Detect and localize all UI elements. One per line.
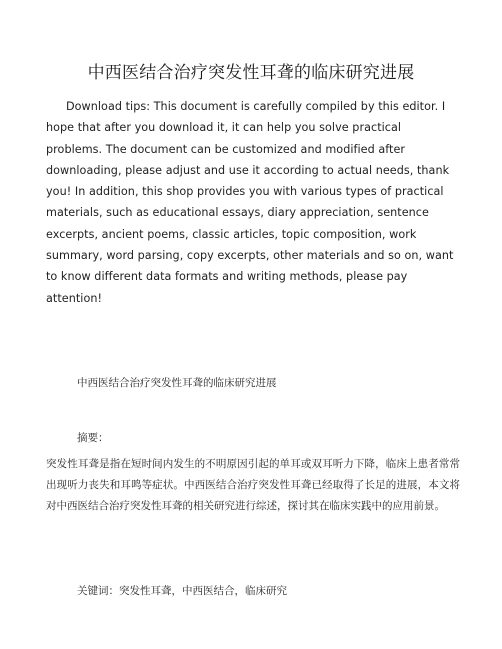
download-tips-paragraph: Download tips: This document is carefully compiled by this editor. I hope that after you download it, it can help you solve practical problems. The document can be customized and modified after downloading, please adjust and use it according to actual needs, thank you! In addition, this shop provides you with various types of practical materials, such as educational essays, diary appreciation, sentence excerpts, ancient poems, classic articles, topic composition, work summary, word parsing, copy excerpts, other materials and so on, want to know different data formats and writing methods, please pay attention! bbox=[46, 100, 454, 305]
section-title: 中西医结合治疗突发性耳聋的临床研究进展 bbox=[77, 377, 277, 389]
document-title: 中西医结合治疗突发性耳聋的临床研究进展 bbox=[87, 63, 415, 83]
abstract-label: 摘要： bbox=[77, 432, 109, 444]
keywords-line: 关键词：突发性耳聋，中西医结合，临床研究 bbox=[77, 585, 287, 597]
abstract-body: 突发性耳聋是指在短时间内发生的不明原因引起的单耳或双耳听力下降，临床上患者常常出现听力丧失和耳鸣等症状。中西医结合治疗突发性耳聋已经取得了长足的进展，本文将对中西医结合治疗突发性耳聋的相关研究进行综述，探讨其在临床实践中的应用前景。 bbox=[46, 458, 460, 513]
